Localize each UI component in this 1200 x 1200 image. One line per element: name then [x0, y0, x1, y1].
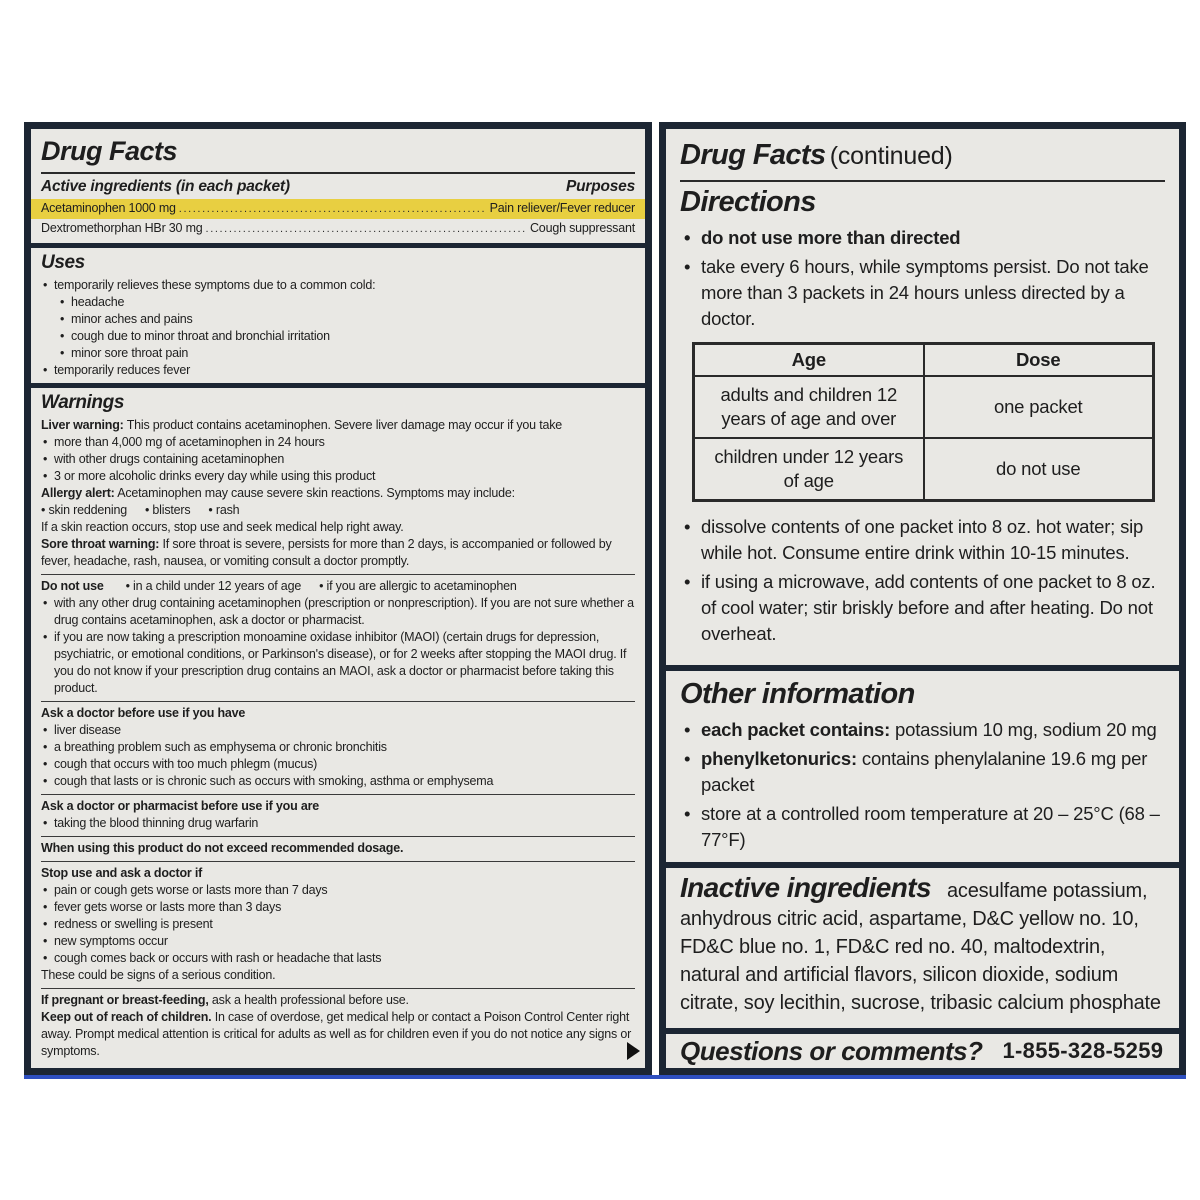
use-item: • temporarily reduces fever: [41, 362, 635, 379]
direction-item: • do not use more than directed: [680, 225, 1165, 251]
use-item: • temporarily relieves these symptoms due to a common cold:: [41, 277, 635, 294]
purposes-heading: Purposes: [565, 178, 635, 195]
packet-contains-text: potassium 10 mg, sodium 20 mg: [895, 719, 1157, 740]
inactive-ingredients-text: acesulfame potassium, anhydrous citric acid, aspartame, D&C yellow no. 10, FD&C blue no. 1, FD&C red no. 40, maltodextrin, natural and artificial flavors, silicon dioxide, sodium citrate, soy lecithin, sucrose, tribasic calcium phosphate: [680, 880, 1161, 1014]
use-subitem: • minor aches and pains: [41, 311, 635, 328]
liver-warning-item: • with other drugs containing acetaminophen: [41, 451, 635, 468]
section-divider: [31, 243, 645, 248]
sore-throat-warning: [41, 536, 635, 570]
keep-out-lead: Keep out of reach of children.: [41, 1010, 212, 1024]
dosage-table: [692, 342, 1155, 502]
drug-facts-left-panel: [24, 122, 652, 1075]
ingredient-row-dextromethorphan: [41, 219, 635, 239]
other-info-item: [680, 717, 1165, 743]
ingredient-name: Dextromethorphan HBr 30 mg: [41, 221, 203, 235]
ingredient-purpose: Pain reliever/Fever reducer: [489, 201, 635, 215]
stop-use-heading: Stop use and ask a doctor if: [41, 866, 203, 880]
ask-doctor-item: • cough that lasts or is chronic such as occurs with smoking, asthma or emphysema: [41, 773, 635, 790]
inactive-ingredients-heading: Inactive ingredients: [680, 872, 931, 903]
drug-facts-title: Drug Facts: [41, 136, 178, 166]
dosage-table-cell-age: adults and children 12 years of age and over: [694, 376, 924, 438]
keep-out-text: In case of overdose, get medical help or contact a Poison Control Center right away. Prompt medical attention is critical for adults as well as for children even if you do not notice any signs or symptoms.: [41, 1010, 632, 1058]
allergy-alert-text: Acetaminophen may cause severe skin reactions. Symptoms may include:: [117, 486, 515, 500]
stop-use-item: • redness or swelling is present: [41, 916, 635, 933]
phenylketonurics-lead: phenylketonurics:: [701, 748, 857, 769]
sore-throat-text: If sore throat is severe, persists for more than 2 days, is accompanied or followed by fever, headache, rash, nausea, or vomiting consult a doctor promptly.: [41, 537, 612, 568]
allergy-alert-lead: Allergy alert:: [41, 486, 115, 500]
pregnancy-lead: If pregnant or breast-feeding,: [41, 993, 209, 1007]
continued-suffix-text: (continued): [829, 142, 953, 170]
uses-heading: Uses: [41, 252, 85, 273]
pregnancy-warning: [41, 992, 635, 1009]
active-ingredients-header: [41, 176, 635, 199]
warnings-heading: Warnings: [41, 392, 125, 413]
allergy-symptom: • blisters: [145, 503, 190, 517]
do-not-use: [41, 578, 635, 595]
left-title-row: [41, 134, 635, 174]
allergy-alert: [41, 485, 635, 502]
directions-section: [666, 129, 1179, 665]
use-subitem: • cough due to minor throat and bronchial irritation: [41, 328, 635, 345]
directions-heading: Directions: [680, 186, 816, 218]
dosage-table-cell-age: children under 12 years of age: [694, 438, 924, 500]
inactive-ingredients: [680, 874, 1165, 1017]
other-info-item: [680, 746, 1165, 798]
do-not-use-lead: Do not use: [41, 579, 104, 593]
ask-doctor-item: • cough that occurs with too much phlegm (mucus): [41, 756, 635, 773]
questions-section: [666, 1028, 1179, 1068]
other-info-item: • store at a controlled room temperature at 20 – 25°C (68 – 77°F): [680, 801, 1165, 853]
package-edge: [24, 1075, 1186, 1079]
dosage-table-cell-dose: one packet: [924, 376, 1154, 438]
phenylketonurics-text: contains phenylalanine 19.6 mg per packet: [701, 748, 1148, 795]
direction-item: • take every 6 hours, while symptoms persist. Do not take more than 3 packets in 24 hours unless directed by a doctor.: [680, 254, 1165, 332]
questions-heading: Questions or comments?: [680, 1035, 983, 1066]
allergy-symptoms: [41, 502, 635, 519]
stop-use-item: • cough comes back or occurs with rash or headache that lasts: [41, 950, 635, 967]
ingredient-name: Acetaminophen 1000 mg: [41, 201, 176, 215]
do-not-use-item: • in a child under 12 years of age: [126, 579, 301, 593]
ask-doctor-heading: Ask a doctor before use if you have: [41, 706, 246, 720]
dosage-table-header-dose: Dose: [924, 344, 1154, 376]
liver-warning: [41, 417, 635, 434]
ingredient-row-acetaminophen: [31, 199, 645, 219]
uses-section: [41, 252, 635, 379]
use-subitem: • minor sore throat pain: [41, 345, 635, 362]
ask-pharmacist-heading: Ask a doctor or pharmacist before use if you are: [41, 799, 319, 813]
sore-throat-lead: Sore throat warning:: [41, 537, 160, 551]
subsection-divider: [41, 794, 635, 795]
do-not-use-item: • with any other drug containing acetaminophen (prescription or nonprescription). If you are not sure whether a drug contains acetaminophen, ask a doctor or pharmacist.: [41, 595, 635, 629]
section-divider: [31, 383, 645, 388]
leader-dots: [179, 200, 487, 218]
liver-warning-item: • more than 4,000 mg of acetaminophen in 24 hours: [41, 434, 635, 451]
do-not-use-item: • if you are allergic to acetaminophen: [319, 579, 517, 593]
active-ingredients-heading: Active ingredients (in each packet): [41, 178, 290, 195]
subsection-divider: [41, 836, 635, 837]
subsection-divider: [41, 574, 635, 575]
pregnancy-text: ask a health professional before use.: [211, 993, 409, 1007]
continued-suffix: [830, 142, 953, 170]
allergy-symptom: • skin reddening: [41, 503, 127, 517]
packet-contains-lead: each packet contains:: [701, 719, 891, 740]
direction-item: • dissolve contents of one packet into 8 oz. hot water; sip while hot. Consume entire drink within 10-15 minutes.: [680, 514, 1165, 566]
direction-item: • if using a microwave, add contents of one packet to 8 oz. of cool water; stir briskly before and after heating. Do not overheat.: [680, 569, 1165, 647]
keep-out-warning: [41, 1009, 635, 1060]
skin-reaction-note: If a skin reaction occurs, stop use and seek medical help right away.: [41, 520, 404, 534]
liver-warning-item: • 3 or more alcoholic drinks every day while using this product: [41, 468, 635, 485]
do-not-use-item: • if you are now taking a prescription monoamine oxidase inhibitor (MAOI) (certain drugs for depression, psychiatric, or emotional conditions, or Parkinson's disease), or for 2 weeks after stopping the MAOI drug. If you do not know if your prescription drug contains an MAOI, ask a doctor or pharmacist before taking this product.: [41, 629, 635, 697]
drug-facts-right-panel: [659, 122, 1186, 1075]
ask-doctor-item: • a breathing problem such as emphysema or chronic bronchitis: [41, 739, 635, 756]
leader-dots: [206, 220, 527, 238]
liver-warning-lead: Liver warning:: [41, 418, 124, 432]
stop-use-note: These could be signs of a serious condition.: [41, 968, 276, 982]
warnings-section: [41, 392, 635, 1060]
dosage-table-header-age: Age: [694, 344, 924, 376]
when-using-note: When using this product do not exceed recommended dosage.: [41, 841, 404, 855]
subsection-divider: [41, 701, 635, 702]
other-information-heading: Other information: [680, 678, 915, 710]
stop-use-item: • pain or cough gets worse or lasts more than 7 days: [41, 882, 635, 899]
ask-pharmacist-item: • taking the blood thinning drug warfarin: [41, 815, 635, 832]
continued-arrow-icon: [627, 1042, 640, 1060]
right-title-row: [680, 133, 1165, 182]
drug-facts-continued-title: Drug Facts: [680, 139, 826, 171]
liver-warning-text: This product contains acetaminophen. Severe liver damage may occur if you take: [126, 418, 563, 432]
dosage-table-cell-dose: do not use: [924, 438, 1154, 500]
use-subitem: • headache: [41, 294, 635, 311]
ask-doctor-item: • liver disease: [41, 722, 635, 739]
ingredient-purpose: Cough suppressant: [529, 221, 635, 235]
other-information-section: [666, 665, 1179, 862]
allergy-symptom: • rash: [208, 503, 239, 517]
stop-use-item: • fever gets worse or lasts more than 3 days: [41, 899, 635, 916]
subsection-divider: [41, 861, 635, 862]
inactive-ingredients-section: [666, 862, 1179, 1028]
questions-phone-number: 1-855-328-5259: [1002, 1038, 1164, 1063]
subsection-divider: [41, 988, 635, 989]
stop-use-item: • new symptoms occur: [41, 933, 635, 950]
